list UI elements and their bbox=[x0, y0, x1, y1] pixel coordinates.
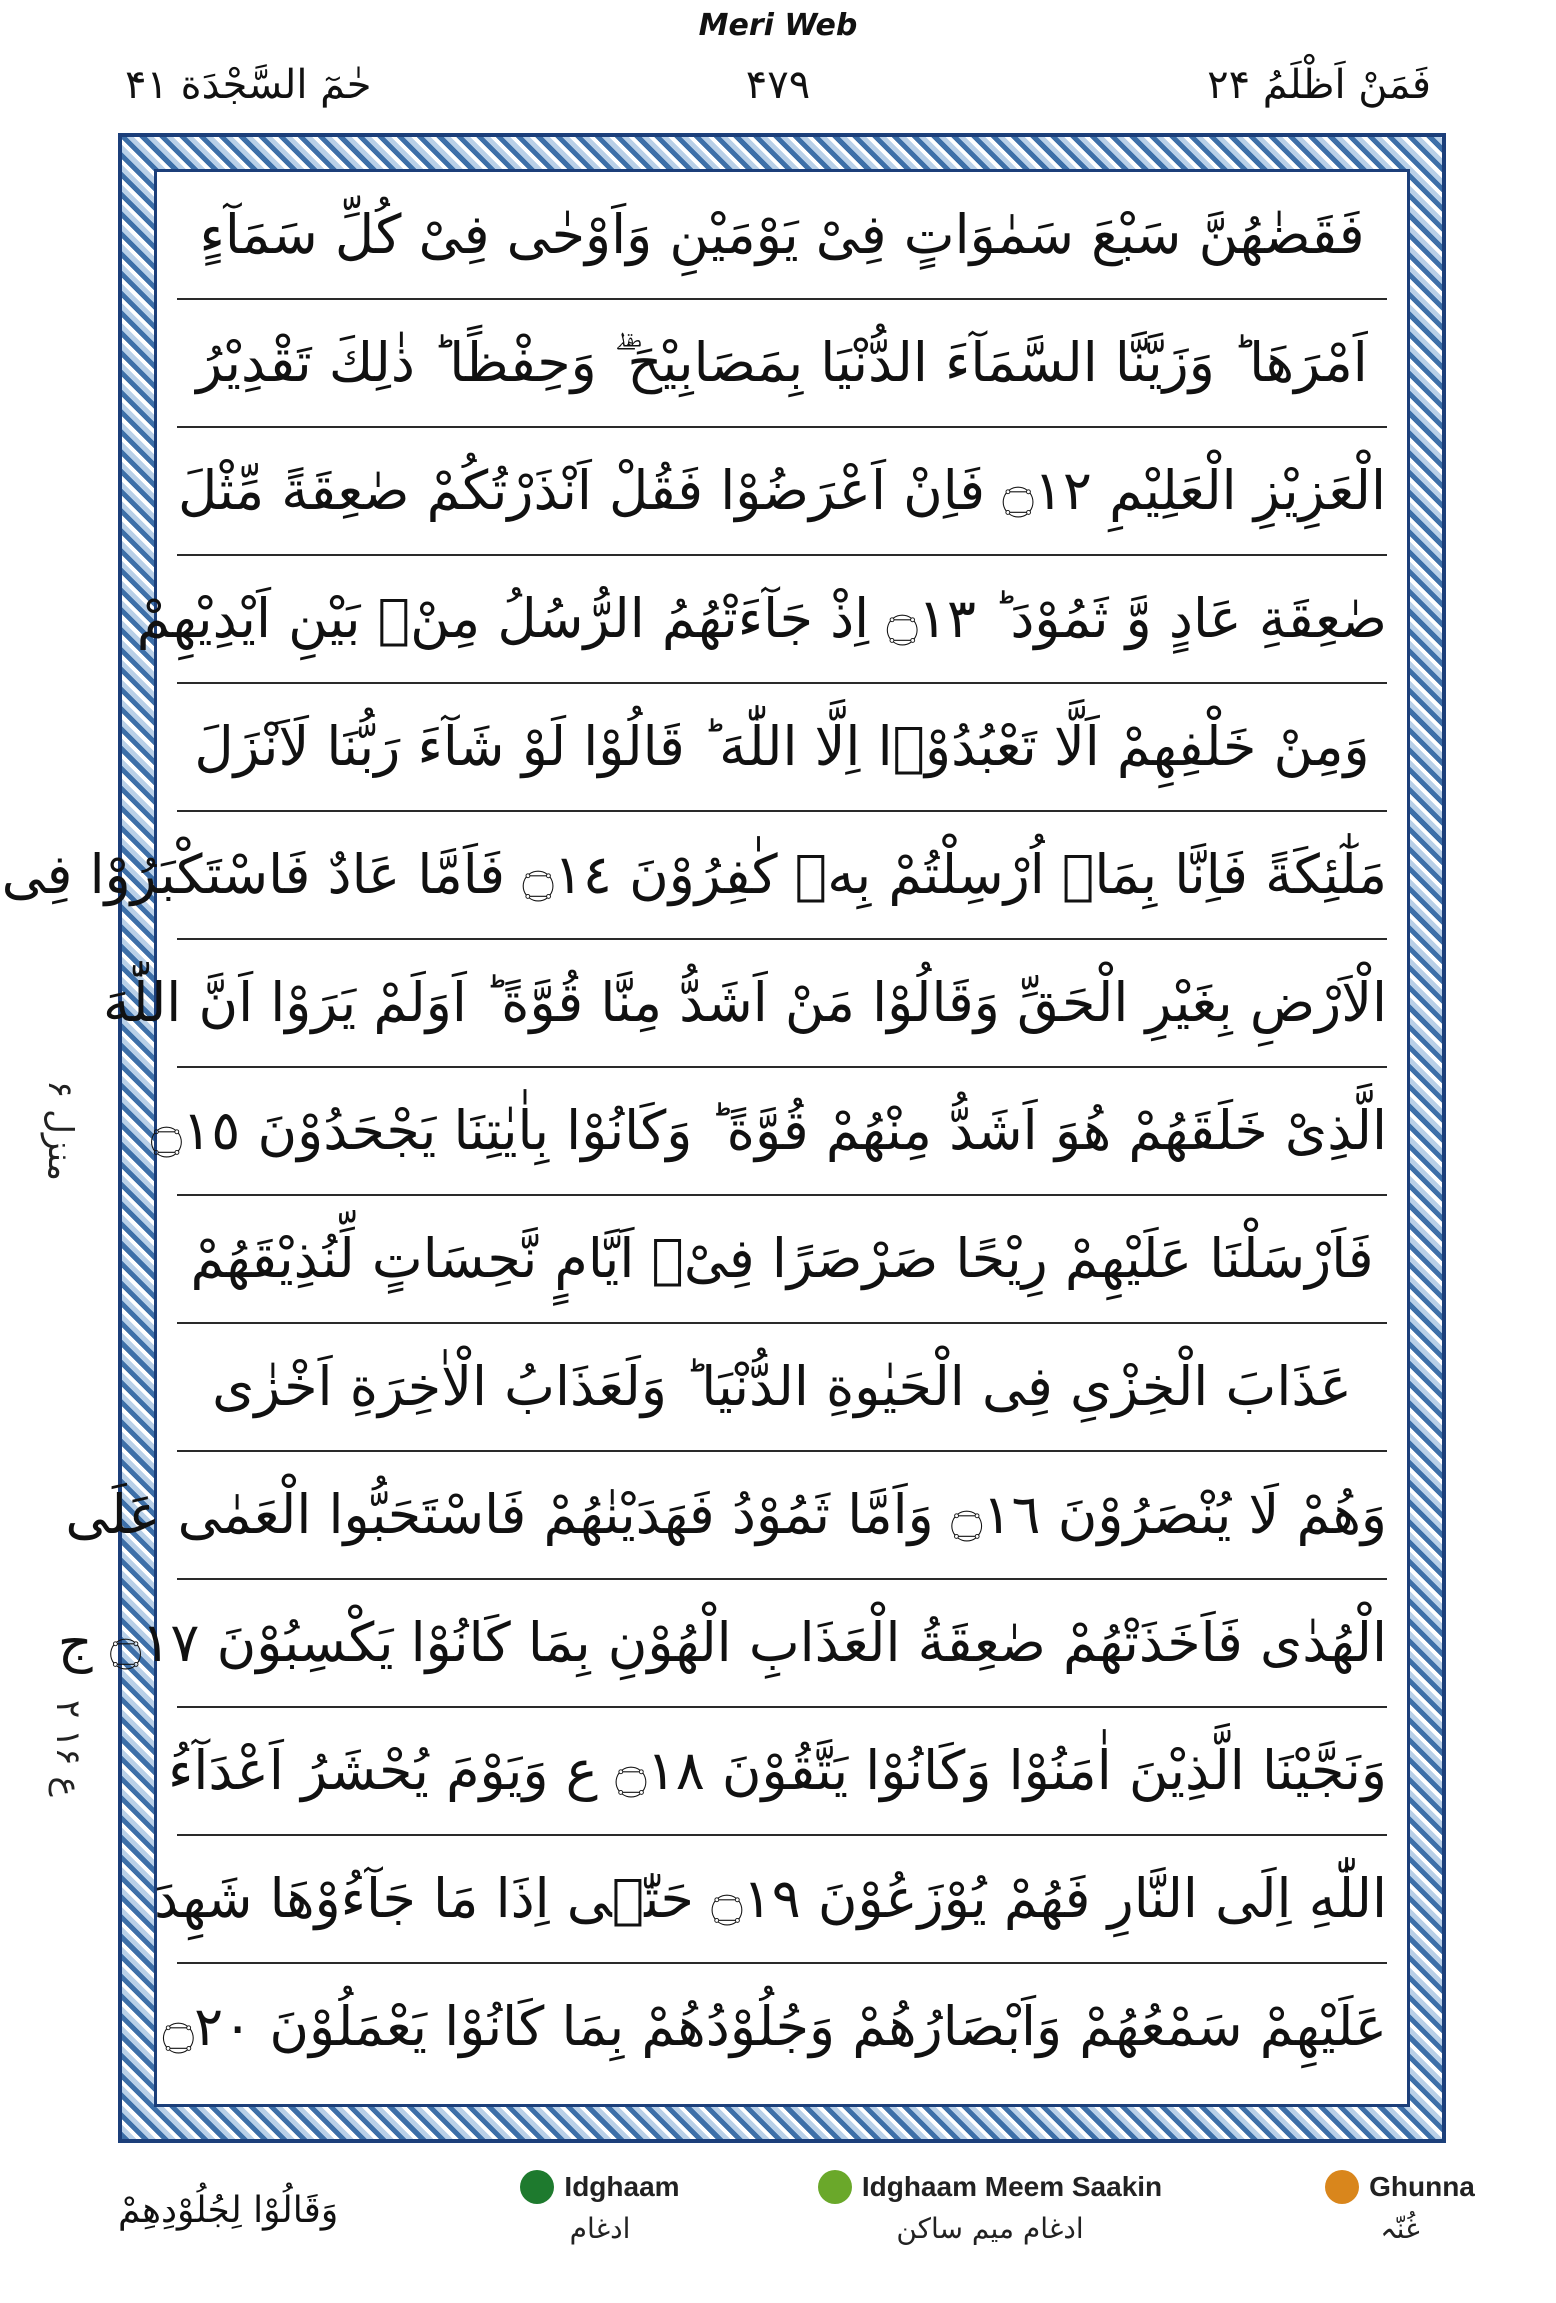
site-title: Meri Web bbox=[698, 8, 858, 43]
legend-urdu: ادغام میم ساکن bbox=[896, 2212, 1084, 2245]
legend-ghunna bbox=[1300, 2170, 1500, 2245]
verse-line: الْاَرْضِ بِغَیْرِ الْحَقِّ وَقَالُوْا مَنْ اَشَدُّ مِنَّا قُوَّةً ؕ اَوَلَمْ یَرَوْا اَنَّ اللّٰهَ bbox=[177, 940, 1387, 1068]
verse-line: فَاَرْسَلْنَا عَلَیْهِمْ رِیْحًا صَرْصَرًا فِیْۤ اَیَّامٍ نَّحِسَاتٍ لِّنُذِیْقَهُمْ bbox=[177, 1196, 1387, 1324]
juz-header: فَمَنْ اَظْلَمُ ۲۴ bbox=[1207, 62, 1431, 108]
verse-line: صٰعِقَةِ عَادٍ وَّ ثَمُوْدَ ؕ ۝١٣ اِذْ جَآءَتْهُمُ الرُّسُلُ مِنْۢ بَیْنِ اَیْدِیْهِمْ bbox=[177, 556, 1387, 684]
verse-line: الْعَزِیْزِ الْعَلِیْمِ ۝١٢ فَاِنْ اَعْرَضُوْا فَقُلْ اَنْذَرْتُكُمْ صٰعِقَةً مِّثْلَ bbox=[177, 428, 1387, 556]
manzil-marker: منزل ۶ bbox=[40, 1080, 80, 1182]
legend-urdu: غُنّہ bbox=[1380, 2212, 1420, 2245]
legend-idghaam bbox=[500, 2170, 700, 2245]
legend-urdu: ادغام bbox=[569, 2212, 631, 2245]
legend-label: Idghaam Meem Saakin bbox=[861, 2171, 1163, 2202]
verse-line: وَنَجَّیْنَا الَّذِیْنَ اٰمَنُوْا وَكَانُوْا یَتَّقُوْنَ ۝١٨ ع وَیَوْمَ یُحْشَرُ اَعْدَآءُ bbox=[177, 1708, 1387, 1836]
verse-line: اَمْرَهَا ؕ وَزَیَّنَّا السَّمَآءَ الدُّنْیَا بِمَصَابِیْحَ ۖۗ وَحِفْظًا ؕ ذٰلِكَ تَقْدِیْرُ bbox=[177, 300, 1387, 428]
idghaam-meem-saakin-dot-icon bbox=[818, 2170, 852, 2204]
verse-line: اللّٰهِ اِلَی النَّارِ فَهُمْ یُوْزَعُوْنَ ۝١٩ حَتّٰۤی اِذَا مَا جَآءُوْهَا شَهِدَ bbox=[177, 1836, 1387, 1964]
surah-header: حٰمٓ السَّجْدَة ۴۱ bbox=[125, 62, 372, 108]
verse-line: الْهُدٰی فَاَخَذَتْهُمْ صٰعِقَةُ الْعَذَابِ الْهُوْنِ بِمَا كَانُوْا یَكْسِبُوْنَ ۝١٧ ج bbox=[177, 1580, 1387, 1708]
legend-label: Idghaam bbox=[564, 2171, 680, 2202]
footer bbox=[0, 2170, 1556, 2290]
idghaam-dot-icon bbox=[520, 2170, 554, 2204]
legend-label: Ghunna bbox=[1369, 2171, 1475, 2202]
verse-line: فَقَضٰهُنَّ سَبْعَ سَمٰوَاتٍ فِیْ یَوْمَیْنِ وَاَوْحٰی فِیْ كُلِّ سَمَآءٍ bbox=[177, 172, 1387, 300]
verse-line: عَذَابَ الْخِزْیِ فِی الْحَیٰوةِ الدُّنْیَا ؕ وَلَعَذَابُ الْاٰخِرَةِ اَخْزٰی bbox=[177, 1324, 1387, 1452]
ghunna-dot-icon bbox=[1325, 2170, 1359, 2204]
page-number: ۴۷۹ bbox=[745, 62, 811, 108]
catchword: وَقَالُوْا لِجُلُوْدِهِمْ bbox=[118, 2190, 339, 2231]
verse-line: الَّذِیْ خَلَقَهُمْ هُوَ اَشَدُّ مِنْهُمْ قُوَّةً ؕ وَكَانُوْا بِاٰیٰتِنَا یَجْحَدُوْنَ ۝١٥ bbox=[177, 1068, 1387, 1196]
verse-line: مَلٰٓئِكَةً فَاِنَّا بِمَاۤ اُرْسِلْتُمْ بِهٖ كٰفِرُوْنَ ۝١٤ فَاَمَّا عَادٌ فَاسْتَكْبَرُوْا فِی bbox=[177, 812, 1387, 940]
legend-idghaam-meem-saakin bbox=[800, 2170, 1180, 2245]
verse-line: وَمِنْ خَلْفِهِمْ اَلَّا تَعْبُدُوْۤا اِلَّا اللّٰهَ ؕ قَالُوْا لَوْ شَآءَ رَبُّنَا لَاَنْزَلَ bbox=[177, 684, 1387, 812]
verse-line: وَهُمْ لَا یُنْصَرُوْنَ ۝١٦ وَاَمَّا ثَمُوْدُ فَهَدَیْنٰهُمْ فَاسْتَحَبُّوا الْعَمٰی عَلَی bbox=[177, 1452, 1387, 1580]
verse-line: عَلَیْهِمْ سَمْعُهُمْ وَاَبْصَارُهُمْ وَجُلُوْدُهُمْ بِمَا كَانُوْا یَعْمَلُوْنَ ۝٢٠ bbox=[162, 1995, 1387, 2058]
ruku-marker: ع ۱۶ ۲ bbox=[48, 1700, 88, 1797]
